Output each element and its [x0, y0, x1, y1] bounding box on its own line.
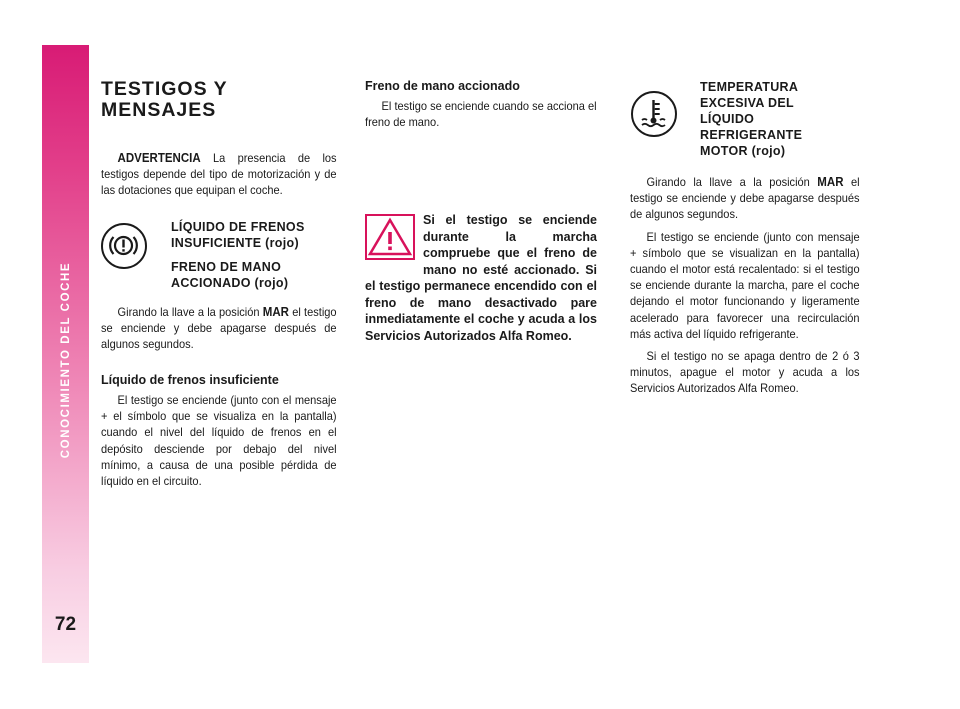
advertencia-text: La presencia de los testigos depende del tipo de motorización y de las dotaciones que equipan el coche.	[101, 151, 337, 198]
col3-paragraph3: Si el testigo no se apaga dentro de 2 ó 3 minutos, apague el motor y acuda a los Servicios Autorizados Alfa Romeo.	[630, 349, 860, 396]
advertencia-block	[101, 150, 337, 199]
section-title: CONOCIMIENTO DEL COCHE	[60, 261, 72, 459]
col1-subsection	[101, 373, 337, 489]
col2-top	[365, 79, 597, 130]
col1-paragraph2: El testigo se enciende (junto con el mensaje + el símbolo que se visualiza en la pantalla) cuando el nivel del líquido de frenos en el depósito desciende por debajo del nivel mínimo, a causa de una posible pérdida de líquido en el circuito.	[101, 393, 337, 489]
brake-headings	[171, 219, 341, 291]
keyword-mar-col3: MAR	[817, 175, 844, 189]
subheading-liquido: Líquido de frenos insuficiente	[101, 373, 279, 387]
page-title-line2: MENSAJES	[101, 99, 217, 121]
col3-paragraph2: El testigo se enciende (junto con mensaje + símbolo que se visualizan en la pantalla) cuando el motor está recalentado: si el testigo se enciende durante la marcha, pare el coche dejando el motor funcionando y ligeramente acelerado para favorecer una recirculación más activa del líquido refrigerante.	[630, 229, 860, 341]
heading-temperatura: TEMPERATURA EXCESIVA DEL LÍQUIDO REFRIGERANTE MOTOR (rojo)	[700, 80, 803, 158]
page-title	[101, 79, 228, 121]
warning-triangle-icon	[365, 214, 415, 260]
heading-freno-mano: FRENO DE MANO ACCIONADO (rojo)	[171, 260, 289, 290]
temp-heading	[700, 79, 860, 159]
coolant-temperature-icon	[631, 91, 677, 137]
page-title-line1: TESTIGOS Y	[101, 78, 228, 100]
warning-box	[365, 212, 597, 344]
brake-warning-icon	[101, 223, 147, 269]
warning-text: Si el testigo se enciende durante la marcha compruebe que el freno de mano no esté accionado. Si el testigo permanece encendido con el freno de mano desactivado pare inmediatamente el coche y acuda a los Servicios Autorizados Alfa Romeo.	[365, 213, 597, 343]
heading-liquido-frenos: LÍQUIDO DE FRENOS INSUFICIENTE (rojo)	[171, 220, 305, 250]
keyword-mar: MAR	[262, 305, 289, 319]
subheading-freno-mano: Freno de mano accionado	[365, 79, 520, 93]
page-number: 72	[54, 614, 77, 635]
col3-paragraphs: Girando la llave a la posición MAR el testigo se enciende y debe apagarse después de algunos segundos. El testigo se enciende (junto con mensaje + símbolo que se visualizan en la pantalla) cuando el motor está recalentado: si el testigo se enciende durante la marcha, pare el coche dejando el motor funcionando y ligeramente acelerado para favorecer una recirculación más activa del líquido refrigerante. Si el testigo no se apaga dentro de 2 ó 3 minutos, apague el motor y acuda a los Servicios Autorizados Alfa Romeo.	[630, 175, 860, 396]
col2-paragraph1: El testigo se enciende cuando se acciona el freno de mano.	[365, 99, 597, 130]
col1-paragraph1: Girando la llave a la posición MAR el testigo se enciende y debe apagarse después de algunos segundos.	[101, 305, 337, 352]
advertencia-label: ADVERTENCIA	[117, 151, 201, 165]
